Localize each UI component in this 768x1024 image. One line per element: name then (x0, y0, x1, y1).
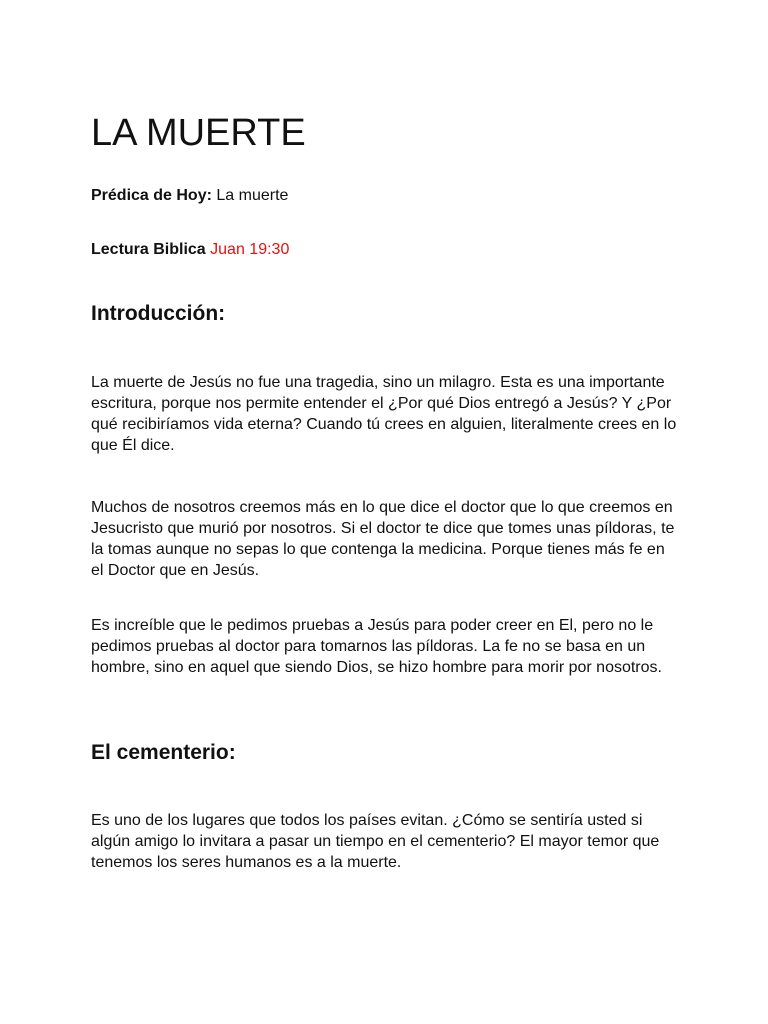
section-heading-cementerio: El cementerio: (91, 741, 236, 764)
page-title: LA MUERTE (91, 112, 306, 154)
lectura-line (91, 240, 289, 260)
paragraph: La muerte de Jesús no fue una tragedia, sino un milagro. Esta es una importante escritura, porque nos permite entender el ¿Por qué Dios entregó a Jesús? Y ¿Por qué recibiríamos vida eterna? Cuando tú crees en alguien, literalmente crees en lo que Él dice. (91, 374, 677, 454)
section-heading-introduccion: Introducción: (91, 302, 226, 325)
predica-line (91, 186, 288, 206)
paragraph: Es increíble que le pedimos pruebas a Jesús para poder creer en El, pero no le pedimos pruebas al doctor para tomarnos las píldoras. La fe no se basa en un hombre, sino en aquel que siendo Dios, se hizo hombre para morir por nosotros. (91, 617, 662, 676)
paragraph: Muchos de nosotros creemos más en lo que dice el doctor que lo que creemos en Jesucristo que murió por nosotros. Si el doctor te dice que tomes unas píldoras, te la tomas aunque no sepas lo que contenga la medicina. Porque tienes más fe en el Doctor que en Jesús. (91, 499, 675, 579)
bible-reference: Juan 19:30 (210, 241, 290, 258)
lectura-label: Lectura Biblica (91, 241, 206, 258)
paragraph: Es uno de los lugares que todos los países evitan. ¿Cómo se sentiría usted si algún amigo lo invitara a pasar un tiempo en el cementerio? El mayor temor que tenemos los seres humanos es a la muerte. (91, 812, 660, 871)
predica-value: La muerte (216, 187, 289, 204)
predica-label: Prédica de Hoy: (91, 187, 212, 204)
